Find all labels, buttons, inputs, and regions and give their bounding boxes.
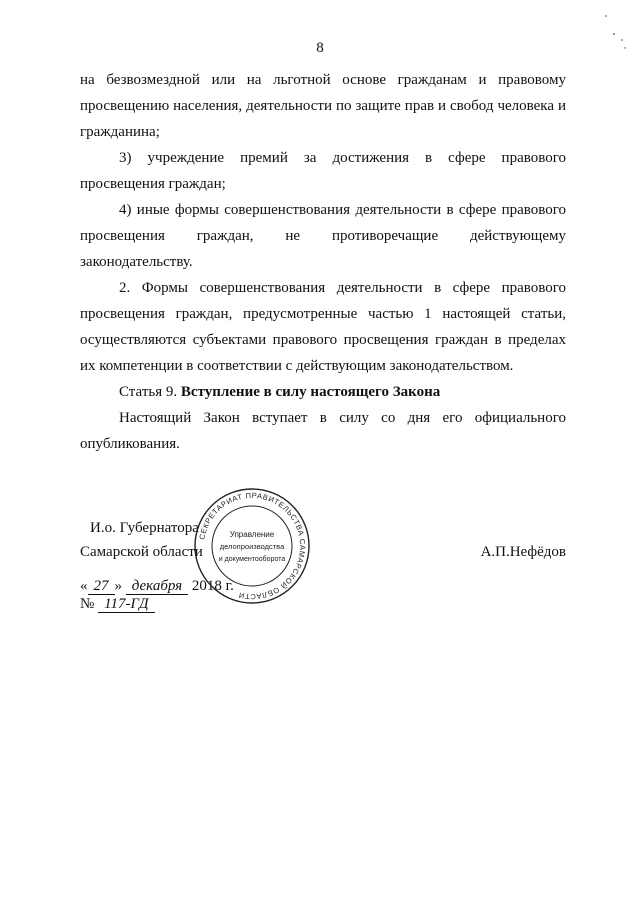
date-quote-close: » (114, 578, 122, 594)
date-day: 27 (88, 578, 115, 595)
signature-block (80, 520, 570, 630)
stamp-ring-text: СЕКРЕТАРИАТ ПРАВИТЕЛЬСТВА САМАРСКОЙ ОБЛАСТИ (197, 490, 308, 602)
number-value: 117-ГД (98, 596, 154, 613)
paragraph-part-2: 2. Формы совершенствования деятельности в сфере правового просвещения граждан, предусмотренные частью 1 настоящей статьи, осуществляются субъектами правового просвещения граждан в пределах их компетенции в соответствии с действующим законодательством. (80, 280, 566, 374)
official-stamp (193, 487, 311, 605)
number-label: № (80, 596, 95, 612)
article-prefix: Статья 9. (119, 384, 178, 400)
signer-position-line1: И.о. Губернатора (90, 520, 199, 536)
date-quote-open: « (80, 578, 88, 594)
page-number: 8 (316, 40, 324, 56)
paragraph-continuation: на безвозмездной или на льготной основе гражданам и правовому просвещению населения, деятельности по защите прав и свобод человека и гражданина; (80, 72, 566, 140)
stamp-line-1: Управление (229, 530, 275, 539)
article-heading (80, 379, 566, 405)
scan-marks (598, 10, 628, 52)
date-month: декабря (126, 578, 188, 595)
paragraph-item-3: 3) учреждение премий за достижения в сфере правового просвещения граждан; (80, 150, 566, 192)
signer-name: А.П.Нефёдов (480, 544, 566, 560)
document-body (80, 67, 566, 457)
article-text: Настоящий Закон вступает в силу со дня его официального опубликования. (80, 410, 566, 452)
stamp-line-2: делопроизводства (219, 542, 285, 551)
law-number (80, 596, 155, 613)
signer-position-line2: Самарской области (80, 544, 203, 560)
stamp-line-3: и документооборота (218, 556, 286, 563)
date-year: 2018 г. (191, 578, 234, 594)
paragraph-item-4: 4) иные формы совершенствования деятельности в сфере правового просвещения граждан, не противоречащие действующему законодательству. (80, 202, 566, 270)
article-title: Вступление в силу настоящего Закона (180, 384, 441, 400)
